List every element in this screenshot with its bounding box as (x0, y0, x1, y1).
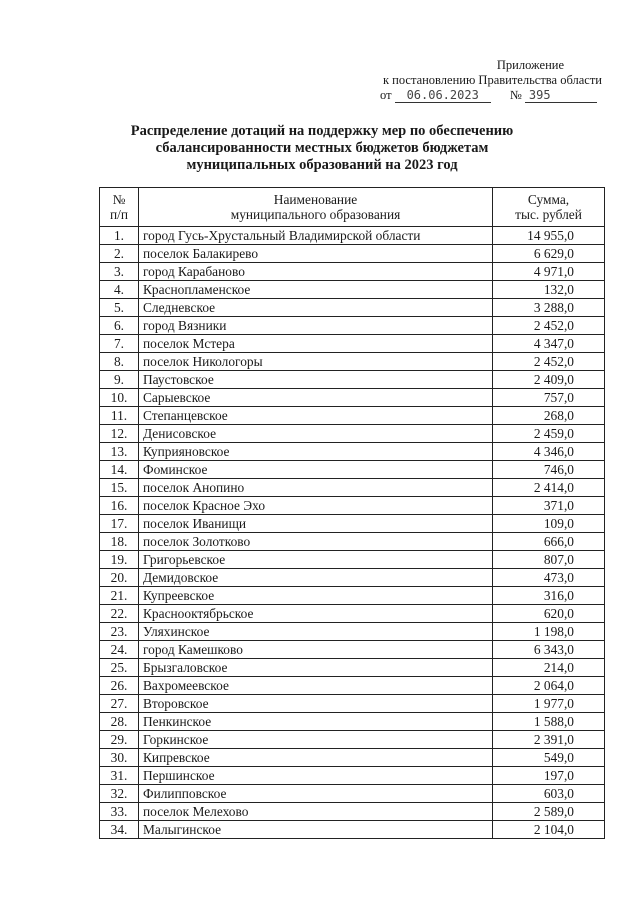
municipality-name: Кипревское (139, 749, 493, 767)
table-row (100, 803, 605, 821)
municipality-name: Следневское (139, 299, 493, 317)
document-title: Распределение дотаций на поддержку мер по обеспечению сбалансированности местных бюджетов бюджетам муниципальных образований на 2023 год (130, 123, 514, 173)
municipality-name: Григорьевское (139, 551, 493, 569)
table-row (100, 587, 605, 605)
table-row (100, 569, 605, 587)
allocation-amount: 2 452,0 (493, 353, 605, 371)
municipality-name: Уляхинское (139, 623, 493, 641)
table-row (100, 371, 605, 389)
row-number: 23. (100, 623, 139, 641)
row-number: 4. (100, 281, 139, 299)
table-row (100, 335, 605, 353)
row-number: 28. (100, 713, 139, 731)
table-row (100, 479, 605, 497)
row-number: 5. (100, 299, 139, 317)
table-row (100, 731, 605, 749)
municipality-name: поселок Мстера (139, 335, 493, 353)
row-number: 8. (100, 353, 139, 371)
municipality-name: Купреевское (139, 587, 493, 605)
allocation-amount: 4 971,0 (493, 263, 605, 281)
row-number: 16. (100, 497, 139, 515)
municipality-name: поселок Никологоры (139, 353, 493, 371)
allocation-amount: 1 977,0 (493, 695, 605, 713)
allocation-amount: 549,0 (493, 749, 605, 767)
table-row (100, 443, 605, 461)
municipality-name: город Камешково (139, 641, 493, 659)
allocation-amount: 316,0 (493, 587, 605, 605)
municipality-name: Краснопламенское (139, 281, 493, 299)
row-number: 1. (100, 227, 139, 245)
table-row (100, 551, 605, 569)
municipality-name: Демидовское (139, 569, 493, 587)
allocation-amount: 757,0 (493, 389, 605, 407)
allocation-amount: 2 391,0 (493, 731, 605, 749)
table-row (100, 533, 605, 551)
municipality-name: поселок Балакирево (139, 245, 493, 263)
row-number: 18. (100, 533, 139, 551)
table-row (100, 623, 605, 641)
allocation-amount: 2 459,0 (493, 425, 605, 443)
allocation-amount: 807,0 (493, 551, 605, 569)
number-label: № (509, 88, 522, 102)
municipality-name: Малыгинское (139, 821, 493, 839)
allocation-amount: 620,0 (493, 605, 605, 623)
allocation-amount: 371,0 (493, 497, 605, 515)
row-number: 31. (100, 767, 139, 785)
allocation-amount: 268,0 (493, 407, 605, 425)
table-row (100, 407, 605, 425)
table-row (100, 263, 605, 281)
allocation-amount: 2 414,0 (493, 479, 605, 497)
row-number: 30. (100, 749, 139, 767)
municipality-name: Фоминское (139, 461, 493, 479)
municipality-name: поселок Красное Эхо (139, 497, 493, 515)
row-number: 2. (100, 245, 139, 263)
row-number: 10. (100, 389, 139, 407)
row-number: 20. (100, 569, 139, 587)
municipality-name: Денисовское (139, 425, 493, 443)
municipality-name: Сарыевское (139, 389, 493, 407)
allocation-amount: 1 588,0 (493, 713, 605, 731)
municipality-name: поселок Мелехово (139, 803, 493, 821)
municipality-name: Горкинское (139, 731, 493, 749)
decree-reference: к постановлению Правительства области (382, 73, 602, 87)
table-row (100, 767, 605, 785)
allocation-table (99, 187, 605, 839)
table-row (100, 389, 605, 407)
municipality-name: Вахромеевское (139, 677, 493, 695)
column-name (139, 188, 493, 227)
allocation-amount: 746,0 (493, 461, 605, 479)
municipality-name: Краснооктябрьское (139, 605, 493, 623)
allocation-amount: 6 343,0 (493, 641, 605, 659)
allocation-amount: 1 198,0 (493, 623, 605, 641)
column-sum (493, 188, 605, 227)
allocation-amount: 3 288,0 (493, 299, 605, 317)
table-row (100, 515, 605, 533)
table-body (100, 227, 605, 839)
header-row (100, 188, 605, 227)
row-number: 24. (100, 641, 139, 659)
row-number: 13. (100, 443, 139, 461)
row-number: 21. (100, 587, 139, 605)
row-number: 27. (100, 695, 139, 713)
table-row (100, 227, 605, 245)
table-row (100, 821, 605, 839)
table-row (100, 425, 605, 443)
allocation-amount: 2 452,0 (493, 317, 605, 335)
allocation-amount: 4 346,0 (493, 443, 605, 461)
row-number: 9. (100, 371, 139, 389)
municipality-name: поселок Анопино (139, 479, 493, 497)
municipality-name: Куприяновское (139, 443, 493, 461)
table-row (100, 641, 605, 659)
table-row (100, 713, 605, 731)
allocation-amount: 14 955,0 (493, 227, 605, 245)
allocation-amount: 197,0 (493, 767, 605, 785)
allocation-amount: 2 104,0 (493, 821, 605, 839)
allocation-amount: 214,0 (493, 659, 605, 677)
municipality-name: Степанцевское (139, 407, 493, 425)
allocation-amount: 6 629,0 (493, 245, 605, 263)
row-number: 26. (100, 677, 139, 695)
table-row (100, 659, 605, 677)
table-row (100, 245, 605, 263)
table-row (100, 785, 605, 803)
allocation-amount: 4 347,0 (493, 335, 605, 353)
table-row (100, 605, 605, 623)
row-number: 14. (100, 461, 139, 479)
table-header (100, 188, 605, 227)
row-number: 25. (100, 659, 139, 677)
row-number: 12. (100, 425, 139, 443)
table-row (100, 677, 605, 695)
allocation-amount: 2 589,0 (493, 803, 605, 821)
document-header (340, 58, 602, 103)
allocation-amount: 2 409,0 (493, 371, 605, 389)
column-number-line1: № (112, 192, 126, 207)
row-number: 29. (100, 731, 139, 749)
allocation-amount: 2 064,0 (493, 677, 605, 695)
row-number: 19. (100, 551, 139, 569)
allocation-amount: 109,0 (493, 515, 605, 533)
decree-date-number (340, 88, 602, 103)
appendix-label: Приложение (496, 58, 564, 72)
column-number (100, 188, 139, 227)
table-row (100, 281, 605, 299)
municipality-name: город Гусь-Хрустальный Владимирской области (139, 227, 493, 245)
column-sum-line2: тыс. рублей (515, 207, 582, 222)
row-number: 6. (100, 317, 139, 335)
table-row (100, 353, 605, 371)
municipality-name: Пенкинское (139, 713, 493, 731)
table-row (100, 749, 605, 767)
allocation-amount: 132,0 (493, 281, 605, 299)
allocation-amount: 603,0 (493, 785, 605, 803)
table-row (100, 317, 605, 335)
table-row (100, 461, 605, 479)
municipality-name: Брызгаловское (139, 659, 493, 677)
municipality-name: поселок Иванищи (139, 515, 493, 533)
table-row (100, 299, 605, 317)
row-number: 17. (100, 515, 139, 533)
column-name-line1: Наименование (273, 192, 358, 207)
allocation-amount: 473,0 (493, 569, 605, 587)
column-number-line2: п/п (109, 207, 129, 222)
table-row (100, 695, 605, 713)
table-row (100, 497, 605, 515)
row-number: 11. (100, 407, 139, 425)
column-sum-line1: Сумма, (527, 192, 570, 207)
municipality-name: город Вязники (139, 317, 493, 335)
municipality-name: город Карабаново (139, 263, 493, 281)
municipality-name: Першинское (139, 767, 493, 785)
municipality-name: Второвское (139, 695, 493, 713)
municipality-name: поселок Золотково (139, 533, 493, 551)
allocation-amount: 666,0 (493, 533, 605, 551)
row-number: 33. (100, 803, 139, 821)
decree-number: 395 (525, 89, 597, 103)
column-name-line2: муниципального образования (230, 207, 401, 222)
municipality-name: Филипповское (139, 785, 493, 803)
row-number: 22. (100, 605, 139, 623)
row-number: 3. (100, 263, 139, 281)
row-number: 32. (100, 785, 139, 803)
row-number: 34. (100, 821, 139, 839)
municipality-name: Паустовское (139, 371, 493, 389)
from-label: от (380, 88, 392, 102)
decree-date: 06.06.2023 (395, 89, 491, 103)
row-number: 15. (100, 479, 139, 497)
row-number: 7. (100, 335, 139, 353)
